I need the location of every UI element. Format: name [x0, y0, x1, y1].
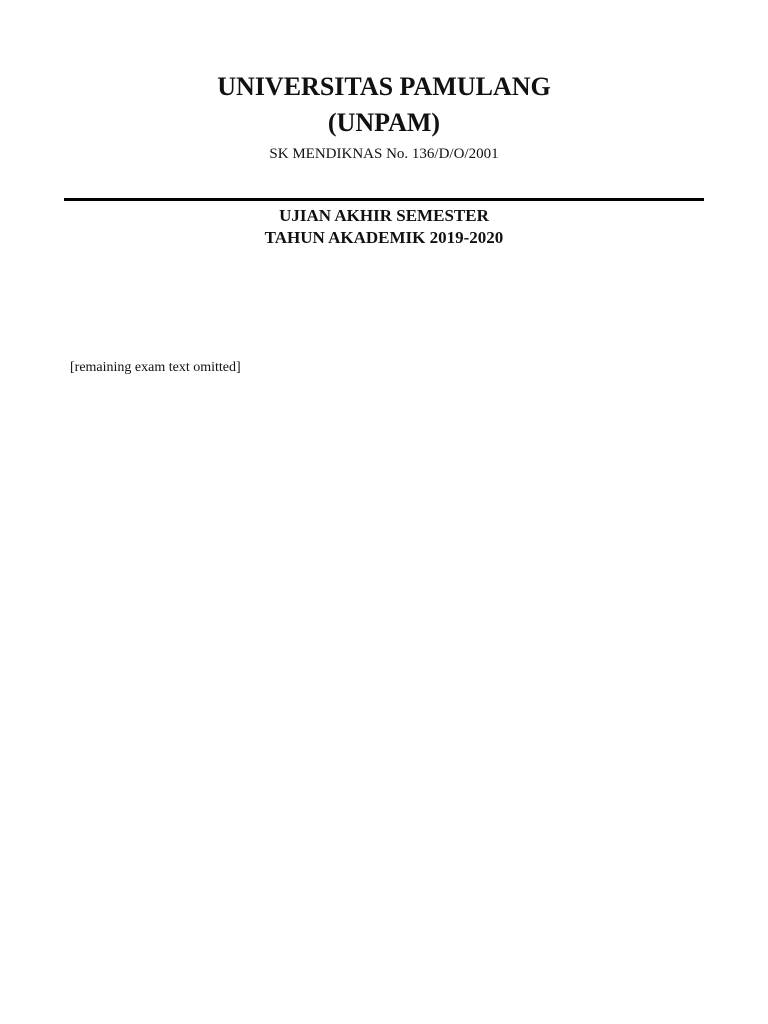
academic-year: TAHUN AKADEMIK 2019-2020 — [264, 228, 504, 247]
sk-line: SK MENDIKNAS No. 136/D/O/2001 — [269, 146, 499, 162]
university-abbrev: (UNPAM) — [327, 108, 441, 137]
header-rule — [64, 198, 704, 201]
university-title: UNIVERSITAS PAMULANG — [217, 72, 551, 101]
exam-title: UJIAN AKHIR SEMESTER — [279, 206, 489, 225]
placeholder-note: [remaining exam text omitted] — [70, 360, 241, 375]
